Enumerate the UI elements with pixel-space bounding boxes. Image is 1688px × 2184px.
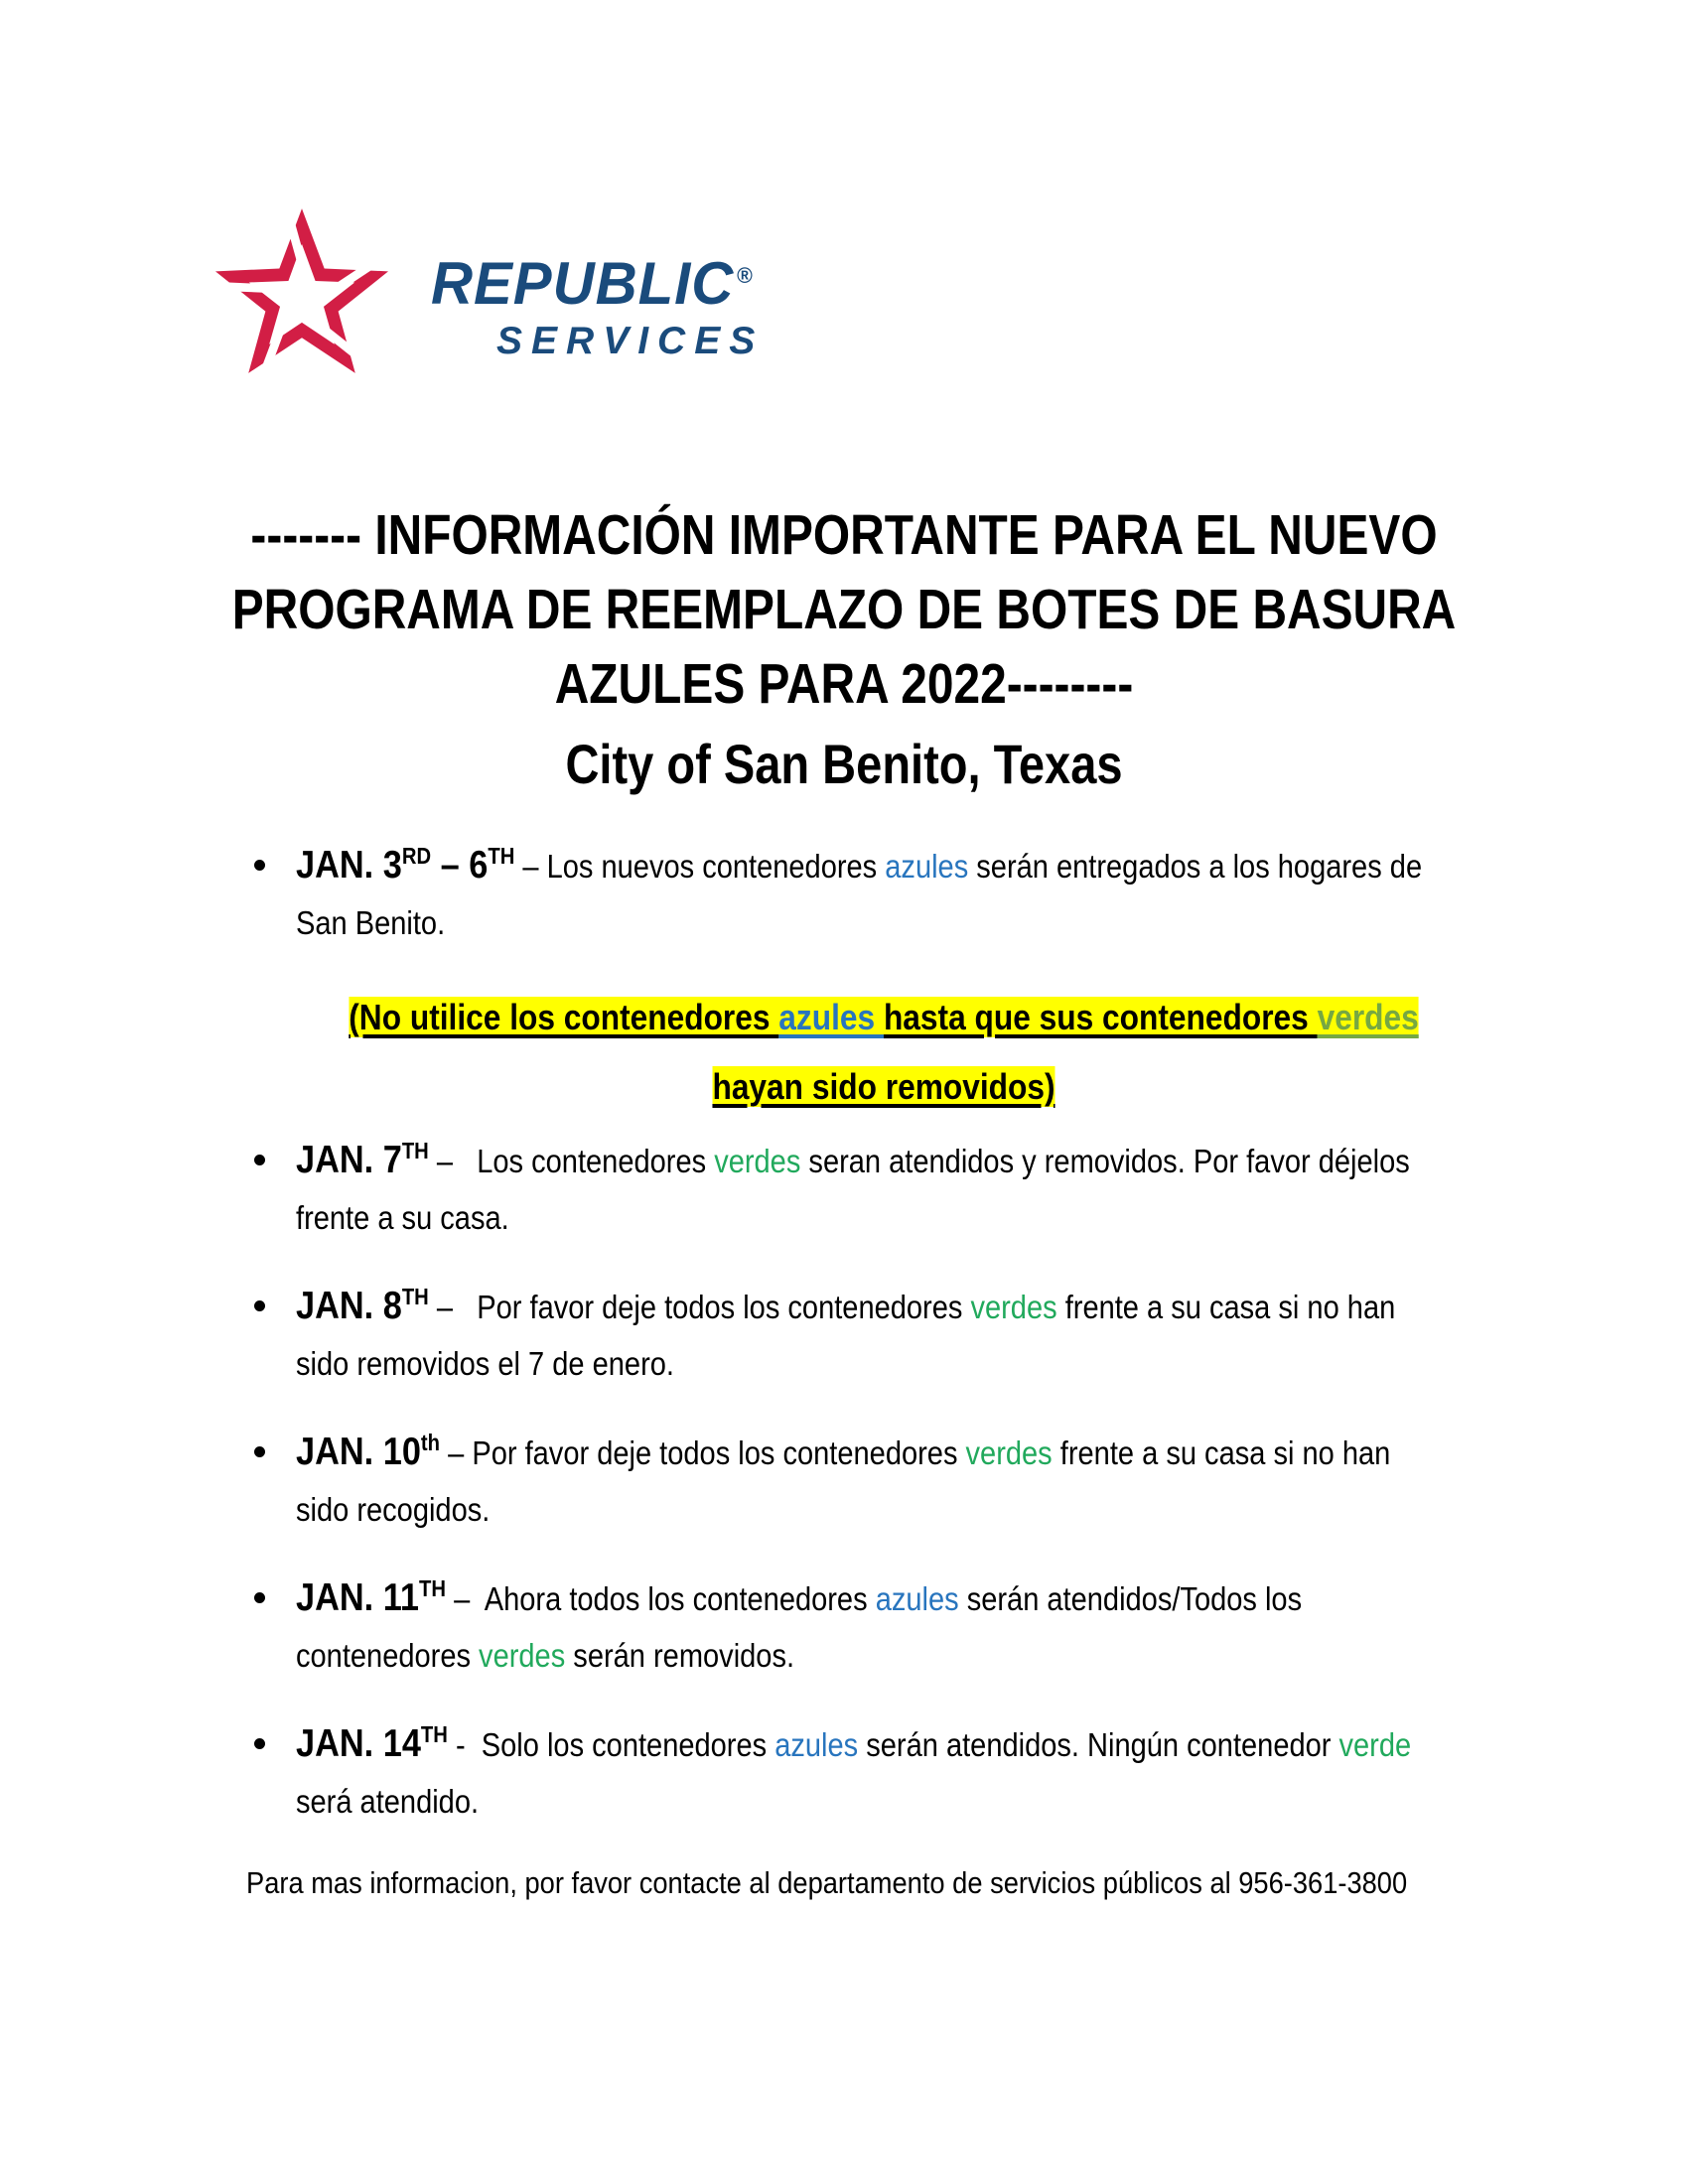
bullet-line — [296, 1629, 1372, 1682]
text-segment: Ahora todos los contenedores — [484, 1580, 876, 1617]
highlight-line — [325, 983, 1443, 1052]
text-segment: sido removidos el 7 de enero. — [296, 1345, 674, 1382]
title-line-1: ------- INFORMACIÓN IMPORTANTE PARA EL NUEVO — [250, 503, 1438, 567]
text-segment: Los nuevos contenedores — [546, 848, 886, 885]
bullet-line — [296, 1571, 1372, 1629]
text-segment: Los contenedores — [477, 1143, 715, 1179]
page-subtitle: City of San Benito, Texas — [565, 733, 1123, 795]
bullet-marker — [248, 1571, 296, 1682]
bullet-date-label: JAN. 7TH — [296, 1138, 429, 1181]
text-segment: Solo los contenedores — [481, 1726, 775, 1763]
bullet-line — [296, 1191, 1372, 1244]
bullet-text — [296, 1426, 1519, 1536]
bullet-dot-icon — [254, 860, 265, 871]
text-segment: sido recogidos. — [296, 1491, 491, 1528]
text-segment: frente a su casa si no han — [1056, 1289, 1396, 1325]
bullet-item — [248, 1280, 1519, 1390]
colored-word-blue: azules — [875, 1580, 959, 1617]
bullet-item — [248, 1426, 1519, 1536]
bullet-separator: – — [514, 848, 547, 885]
text-segment: serán removidos. — [565, 1637, 795, 1674]
bullet-separator: – — [446, 1580, 485, 1617]
colored-word-green: verdes — [965, 1434, 1053, 1471]
bullet-line — [296, 1337, 1372, 1390]
bullet-marker — [248, 1280, 296, 1390]
text-segment: hasta que sus contenedores — [883, 997, 1318, 1037]
bullet-date-label: JAN. 8TH — [296, 1284, 429, 1327]
bullet-separator: – — [428, 1143, 478, 1179]
text-segment: Por favor deje todos los contenedores — [477, 1289, 971, 1325]
bullet-item — [248, 1134, 1519, 1244]
logo-wordmark — [431, 187, 764, 360]
bullet-marker — [248, 1717, 296, 1828]
bullet-date-label: JAN. 10th — [296, 1430, 441, 1473]
logo-brand-sub: SERVICES — [496, 320, 765, 362]
bullet-marker — [248, 1134, 296, 1244]
text-segment: Por favor deje todos los contenedores — [472, 1434, 966, 1471]
colored-word-green: verdes — [479, 1637, 566, 1674]
bullet-dot-icon — [254, 1738, 265, 1749]
text-segment: serán entregados a los hogares de — [968, 848, 1423, 885]
highlight-yellow-box — [349, 997, 1418, 1037]
bullet-date-label: JAN. 3RD – 6TH — [296, 843, 515, 887]
text-segment: contenedores — [296, 1637, 480, 1674]
text-segment: San Benito. — [296, 904, 446, 941]
bullet-date-label: JAN. 11TH — [296, 1575, 447, 1619]
footer-contact-note: Para mas informacion, por favor contacte al departamento de servicios públicos al 956-361-3800 — [246, 1865, 1408, 1900]
colored-word-green: verdes — [714, 1143, 801, 1179]
text-segment: (No utilice los contenedores — [349, 997, 779, 1037]
bullet-line — [296, 839, 1423, 896]
colored-word-green: verde — [1338, 1726, 1412, 1763]
bullet-separator: – — [440, 1434, 473, 1471]
highlight-line — [325, 1052, 1443, 1122]
title-line-3: AZULES PARA 2022-------- — [554, 652, 1134, 716]
bullet-line — [296, 896, 1372, 949]
bullet-dot-icon — [254, 1592, 265, 1603]
bullet-item — [248, 839, 1519, 949]
colored-word-green: verdes — [970, 1289, 1057, 1325]
bullet-text — [296, 1717, 1519, 1828]
text-segment: serán atendidos. Ningún contenedor — [858, 1726, 1339, 1763]
bullet-item — [248, 1571, 1519, 1682]
highlight-yellow-box — [712, 1066, 1055, 1107]
bullet-date-label: JAN. 14TH — [296, 1721, 448, 1765]
bullet-line — [296, 1717, 1412, 1775]
title-line-2: PROGRAMA DE REEMPLAZO DE BOTES DE BASURA — [231, 578, 1457, 641]
text-segment: hayan sido removidos) — [712, 1066, 1055, 1107]
bullet-dot-icon — [254, 1300, 265, 1311]
logo-brand-name: REPUBLIC ® — [431, 250, 754, 317]
colored-word-blue: azules — [885, 848, 969, 885]
republic-star-icon — [197, 187, 407, 397]
registered-mark: ® — [737, 263, 754, 288]
bullet-dot-icon — [254, 1155, 265, 1165]
bullet-text — [296, 839, 1519, 949]
bullet-dot-icon — [254, 1446, 265, 1457]
bullet-list — [248, 839, 1519, 1828]
bullet-line — [296, 1426, 1391, 1483]
bullet-separator: - — [447, 1726, 482, 1763]
republic-services-logo — [197, 187, 1688, 399]
bullet-line — [296, 1134, 1410, 1191]
bullet-marker — [248, 839, 296, 949]
bullet-text — [296, 1571, 1519, 1682]
text-segment: seran atendidos y removidos. Por favor déjelos — [800, 1143, 1410, 1179]
colored-word-blue: azules — [774, 1726, 859, 1763]
highlight-note — [248, 983, 1519, 1122]
text-segment: será atendido. — [296, 1783, 480, 1820]
bullet-text — [296, 1134, 1519, 1244]
bullet-separator: – — [428, 1289, 478, 1325]
text-segment: serán atendidos/Todos los — [958, 1580, 1303, 1617]
text-segment: frente a su casa. — [296, 1199, 509, 1236]
bullet-marker — [248, 1426, 296, 1536]
bullet-item — [248, 1717, 1519, 1828]
bullet-line — [296, 1483, 1372, 1536]
page-title — [0, 498, 1688, 722]
colored-word-hl_green: verdes — [1317, 997, 1419, 1037]
bullet-line — [296, 1280, 1396, 1337]
text-segment: frente a su casa si no han — [1052, 1434, 1391, 1471]
bullet-line — [296, 1775, 1372, 1828]
bullet-text — [296, 1280, 1519, 1390]
colored-word-blue: azules — [778, 997, 884, 1037]
